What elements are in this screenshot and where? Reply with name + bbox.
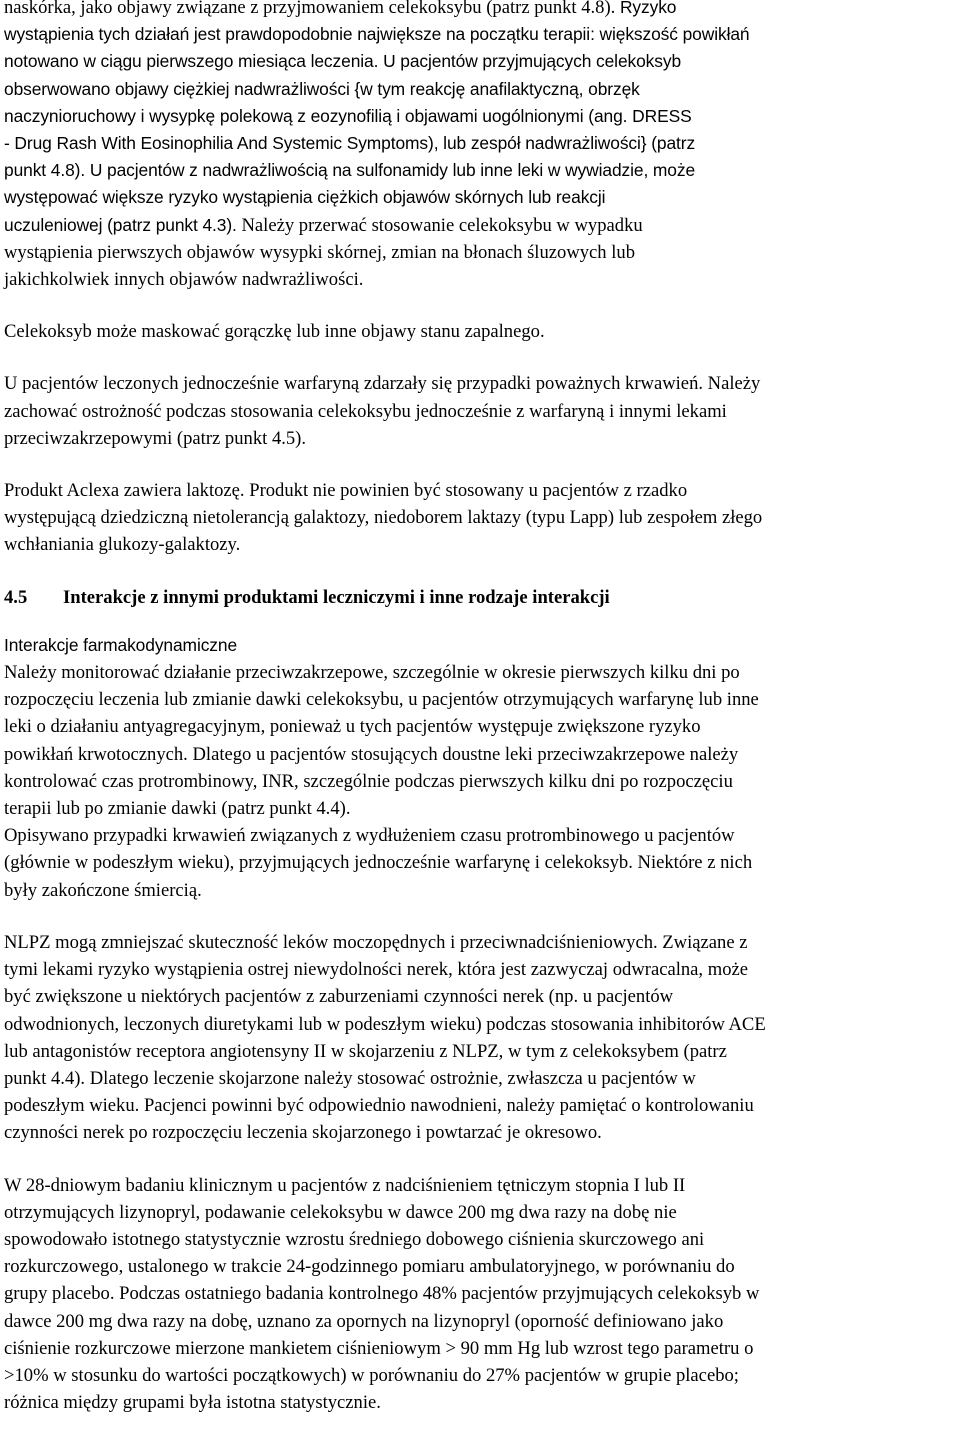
section-block-lisinopril bbox=[4, 1172, 956, 1417]
text-line: wystąpienia pierwszych objawów wysypki skórnej, zmian na błonach śluzowych lub bbox=[4, 241, 636, 263]
text-line: >10% w stosunku do wartości początkowych) w porównaniu do 27% pacjentów w grupie placebo; bbox=[4, 1364, 739, 1386]
text-line: W 28-dniowym badaniu klinicznym u pacjentów z nadciśnieniem tętniczym stopnia I lub II bbox=[4, 1174, 686, 1196]
text-line: lub antagonistów receptora angiotensyny II w skojarzeniu z NLPZ, w tym z celekoksybem (patrz bbox=[4, 1040, 727, 1062]
text-line: wchłaniania glukozy-galaktozy. bbox=[4, 534, 241, 556]
text-line: rozkurczowego, ustalonego w trakcie 24-godzinnego pomiaru ambulatoryjnego, w porównaniu do bbox=[4, 1256, 735, 1278]
text-line: obserwowano objawy ciężkiej nadwrażliwości {w tym reakcję anafilaktyczną, obrzęk bbox=[4, 78, 640, 99]
text-line: terapii lub po zmianie dawki (patrz punkt 4.4). bbox=[4, 798, 351, 820]
section-block-diuretics bbox=[4, 929, 956, 1147]
text-line: (głównie w podeszłym wieku), przyjmujących jednocześnie warfarynę i celekoksyb. Niektóre z nich bbox=[4, 852, 753, 874]
text-line: zachować ostrożność podczas stosowania celekoksybu jednocześnie z warfaryną i innymi lekami bbox=[4, 400, 727, 422]
text-line: wystąpienia tych działań jest prawdopodobnie największe na początku terapii: większość powikłań bbox=[4, 24, 750, 45]
text-line: przeciwzakrzepowymi (patrz punkt 4.5). bbox=[4, 427, 307, 449]
text-line: naczynioruchowy i wysypkę polekową z eozynofilią i objawami uogólnionymi (ang. DRESS bbox=[4, 105, 692, 126]
document-page bbox=[4, 0, 956, 1441]
subsection-title: Interakcje farmakodynamiczne bbox=[4, 634, 238, 655]
section-number: 4.5 bbox=[4, 586, 28, 608]
text-line: Należy monitorować działanie przeciwzakrzepowe, szczególnie w okresie pierwszych kilku dni po bbox=[4, 662, 740, 684]
text-line: uczuleniowej (patrz punkt 4.3). Należy przerwać stosowanie celekoksybu w wypadku bbox=[4, 214, 643, 236]
text-line: otrzymujących lizynopryl, podawanie celekoksybu w dawce 200 mg dwa razy na dobę nie bbox=[4, 1201, 677, 1223]
text-line: Celekoksyb może maskować gorączkę lub inne objawy stanu zapalnego. bbox=[4, 321, 545, 343]
section-title: Interakcje z innymi produktami leczniczymi i inne rodzaje interakcji bbox=[63, 586, 610, 608]
text-line: czynności nerek po rozpoczęciu leczenia skojarzonego i powtarzać je okresowo. bbox=[4, 1122, 602, 1144]
text-line: różnica między grupami była istotna statystycznie. bbox=[4, 1392, 381, 1414]
paragraph-lactose bbox=[4, 477, 956, 559]
text-line: występującą dziedziczną nietolerancją galaktozy, niedoborem laktazy (typu Lapp) lub zespołem złego bbox=[4, 507, 763, 529]
text-line: kontrolować czas protrombinowy, INR, szczególnie podczas pierwszych kilku dni po rozpoczęciu bbox=[4, 770, 733, 792]
text-line: spowodowało istotnego statystycznie wzrostu średniego dobowego ciśnienia skurczowego ani bbox=[4, 1228, 705, 1250]
text-line: rozpoczęciu leczenia lub zmianie dawki celekoksybu, u pacjentów otrzymujących warfarynę lub inne bbox=[4, 689, 759, 711]
text-line: podeszłym wieku. Pacjenci powinni być odpowiednio nawodnieni, należy pamiętać o kontrolowaniu bbox=[4, 1095, 754, 1117]
section-heading bbox=[4, 584, 956, 611]
text-line: naskórka, jako objawy związane z przyjmowaniem celekoksybu (patrz punkt 4.8). Ryzyko bbox=[4, 0, 677, 18]
text-line: - Drug Rash With Eosinophilia And Systemic Symptoms), lub zespół nadwrażliwości} (patrz bbox=[4, 133, 696, 154]
text-line: grupy placebo. Podczas ostatniego badania kontrolnego 48% pacjentów przyjmujących celekoksyb w bbox=[4, 1283, 760, 1305]
text-line: były zakończone śmiercią. bbox=[4, 879, 202, 901]
section-block-anticoagulants bbox=[4, 632, 956, 904]
text-line: powikłań krwotocznych. Dlatego u pacjentów stosujących doustne leki przeciwzakrzepowe należy bbox=[4, 743, 739, 765]
text-line: dawce 200 mg dwa razy na dobę, uznano za opornych na lizynopryl (oporność definiowano jako bbox=[4, 1310, 724, 1332]
paragraph-warfarin bbox=[4, 370, 956, 452]
text-line: tymi lekami ryzyko wystąpienia ostrej niewydolności nerek, która jest zazwyczaj odwracalna, może bbox=[4, 959, 748, 981]
text-line: ciśnienie rozkurczowe mierzone mankietem ciśnieniowym > 90 mm Hg lub wzrost tego parametru o bbox=[4, 1337, 754, 1359]
text-line: punkt 4.8). U pacjentów z nadwrażliwością na sulfonamidy lub inne leki w wywiadzie, może bbox=[4, 160, 696, 181]
text-line: jakichkolwiek innych objawów nadwrażliwości. bbox=[4, 269, 364, 291]
text-line: Opisywano przypadki krwawień związanych z wydłużeniem czasu protrombinowego u pacjentów bbox=[4, 825, 735, 847]
paragraph-hypersensitivity bbox=[4, 0, 956, 293]
text-line: być zwiększone u niektórych pacjentów z zaburzeniami czynności nerek (np. u pacjentów bbox=[4, 986, 674, 1008]
text-line: NLPZ mogą zmniejszać skuteczność leków moczopędnych i przeciwnadciśnieniowych. Związane z bbox=[4, 931, 748, 953]
text-line: U pacjentów leczonych jednocześnie warfaryną zdarzały się przypadki poważnych krwawień. Należy bbox=[4, 373, 761, 395]
text-line: występować większe ryzyko wystąpienia ciężkich objawów skórnych lub reakcji bbox=[4, 187, 606, 208]
paragraph-fever-masking bbox=[4, 318, 956, 345]
text-line: odwodnionych, leczonych diuretykami lub w podeszłym wieku) podczas stosowania inhibitorów ACE bbox=[4, 1013, 766, 1035]
text-line: leki o działaniu antyagregacyjnym, ponieważ u tych pacjentów występuje zwiększone ryzyko bbox=[4, 716, 701, 738]
text-line: punkt 4.4). Dlatego leczenie skojarzone należy stosować ostrożnie, zwłaszcza u pacjentów w bbox=[4, 1067, 696, 1089]
text-line: notowano w ciągu pierwszego miesiąca leczenia. U pacjentów przyjmujących celekoksyb bbox=[4, 51, 682, 72]
text-line: Produkt Aclexa zawiera laktozę. Produkt nie powinien być stosowany u pacjentów z rzadko bbox=[4, 480, 688, 502]
